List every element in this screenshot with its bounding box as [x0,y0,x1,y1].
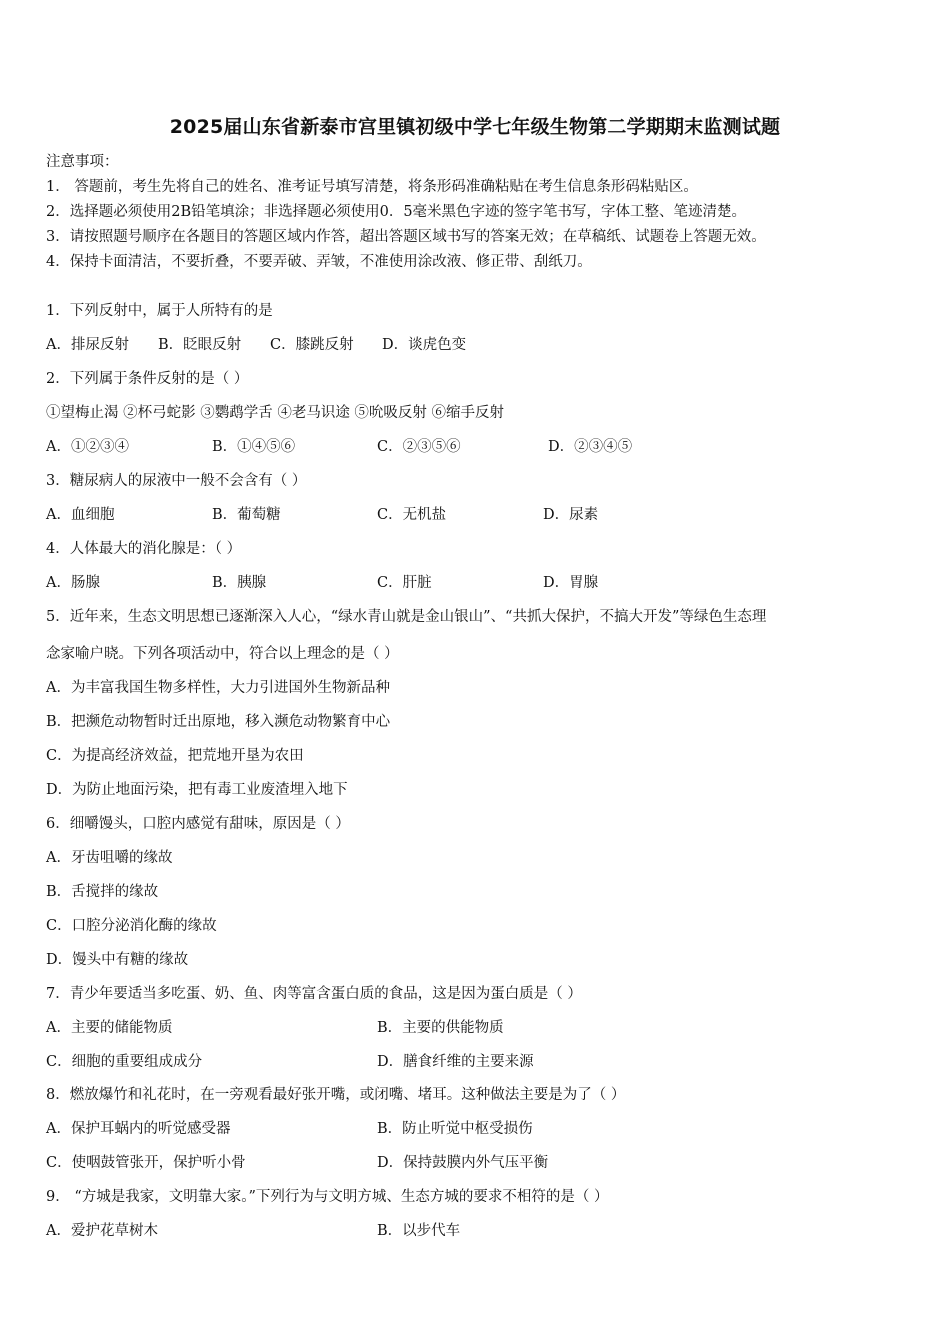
option-a: A．排尿反射 [46,337,129,353]
question-stem: 2．下列属于条件反射的是（ ） [46,371,249,387]
option-b: B．舌搅拌的缘故 [46,884,159,900]
question-stem: 3．糖尿病人的尿液中一般不会含有（ ） [46,473,307,489]
notice-item: 4．保持卡面清洁，不要折叠，不要弄破、弄皱，不准使用涂改液、修正带、刮纸刀。 [46,254,592,270]
option-c: C．无机盐 [377,507,447,523]
option-b: B．主要的供能物质 [377,1020,504,1036]
option-d: D．胃腺 [543,575,599,591]
option-b: B．胰腺 [212,575,267,591]
option-d: D．为防止地面污染，把有毒工业废渣埋入地下 [46,782,348,798]
option-b: B．眨眼反射 [158,337,242,353]
option-c: C．膝跳反射 [270,337,354,353]
option-b: B．葡萄糖 [212,507,281,523]
option-a: A．保护耳蜗内的听觉感受器 [46,1121,231,1137]
question-stem-cont: 念家喻户晓。下列各项活动中，符合以上理念的是（ ） [46,646,399,662]
question-stem: 5．近年来，生态文明思想已逐渐深入人心，“绿水青山就是金山银山”、“共抓大保护，不搞大开发”等绿色生态理 [46,609,767,625]
option-a: A．主要的储能物质 [46,1020,173,1036]
option-b: B．防止听觉中枢受损伤 [377,1121,533,1137]
option-d: D．尿素 [543,507,599,523]
option-a: A．牙齿咀嚼的缘故 [46,850,173,866]
option-c: C．肝脏 [377,575,432,591]
option-d: D．保持鼓膜内外气压平衡 [377,1155,549,1171]
option-b: B．把濒危动物暂时迁出原地，移入濒危动物繁育中心 [46,714,391,730]
notice-item: 2．选择题必须使用2B铅笔填涂；非选择题必须使用0．5毫米黑色字迹的签字笔书写，字体工整、笔迹清楚。 [46,204,747,220]
page-title: 2025届山东省新泰市宫里镇初级中学七年级生物第二学期期末监测试题 [169,116,781,138]
notice-item: 3．请按照题号顺序在各题目的答题区域内作答，超出答题区域书写的答案无效；在草稿纸、试题卷上答题无效。 [46,229,766,245]
question-stem: 8．燃放爆竹和礼花时，在一旁观看最好张开嘴，或闭嘴、堵耳。这种做法主要是为了（ ） [46,1087,626,1103]
option-d: D．②③④⑤ [548,439,633,455]
option-d: D．谈虎色变 [382,337,467,353]
question-stem: 6．细嚼馒头，口腔内感觉有甜味，原因是（ ） [46,816,350,832]
option-a: A．①②③④ [46,439,129,455]
option-a: A．血细胞 [46,507,115,523]
option-b: B．以步代车 [377,1223,461,1239]
option-c: C．口腔分泌消化酶的缘故 [46,918,217,934]
option-c: C．使咽鼓管张开，保护听小骨 [46,1155,246,1171]
option-a: A．为丰富我国生物多样性，大力引进国外生物新品种 [46,680,390,696]
option-c: C．为提高经济效益，把荒地开垦为农田 [46,748,304,764]
question-items: ①望梅止渴 ②杯弓蛇影 ③鹦鹉学舌 ④老马识途 ⑤吮吸反射 ⑥缩手反射 [46,405,505,421]
question-stem: 4．人体最大的消化腺是：（ ） [46,541,242,557]
option-c: C．细胞的重要组成成分 [46,1054,203,1070]
option-d: D．膳食纤维的主要来源 [377,1054,534,1070]
question-stem: 7．青少年要适当多吃蛋、奶、鱼、肉等富含蛋白质的食品，这是因为蛋白质是（ ） [46,986,582,1002]
option-a: A．爱护花草树木 [46,1223,158,1239]
option-b: B．①④⑤⑥ [212,439,296,455]
option-d: D．馒头中有糖的缘故 [46,952,189,968]
question-stem: 1．下列反射中，属于人所特有的是 [46,303,273,319]
option-c: C．②③⑤⑥ [377,439,461,455]
question-stem: 9． “方城是我家，文明靠大家。”下列行为与文明方城、生态方城的要求不相符的是（ ） [46,1189,609,1205]
notice-heading: 注意事项： [46,154,119,170]
option-a: A．肠腺 [46,575,100,591]
notice-item: 1． 答题前，考生先将自己的姓名、准考证号填写清楚，将条形码准确粘贴在考生信息条形码粘贴区。 [46,179,698,195]
